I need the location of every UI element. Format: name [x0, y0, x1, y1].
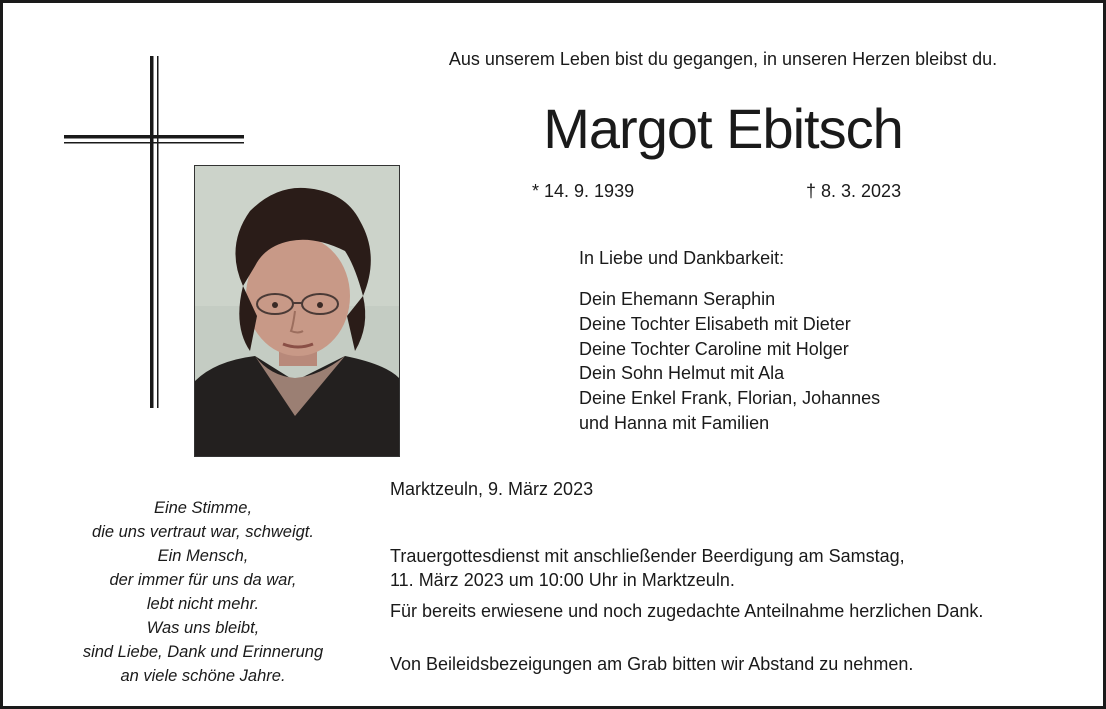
poem-line: Ein Mensch,: [157, 547, 249, 565]
poem-line: an viele schöne Jahre.: [120, 667, 286, 685]
place-date: Marktzeuln, 9. März 2023: [390, 479, 594, 499]
poem: [53, 496, 353, 688]
portrait-photo: [194, 165, 400, 457]
condolence-request: Von Beileidsbezeigungen am Grab bitten wir Abstand zu nehmen.: [390, 654, 914, 674]
mourner-line: Deine Enkel Frank, Florian, Johannes: [579, 388, 881, 409]
motto: Aus unserem Leben bist du gegangen, in unseren Herzen bleibst du.: [448, 49, 998, 69]
funeral-service: [390, 544, 1030, 592]
mourner-line: Deine Tochter Elisabeth mit Dieter: [579, 313, 851, 334]
mourner-line: Dein Sohn Helmut mit Ala: [579, 363, 785, 384]
poem-line: die uns vertraut war, schweigt.: [92, 523, 314, 541]
death-date: † 8. 3. 2023: [806, 181, 902, 201]
service-line: 11. März 2023 um 10:00 Uhr in Marktzeuln.: [390, 570, 735, 590]
mourner-line: Dein Ehemann Seraphin: [579, 289, 776, 309]
deceased-name: Margot Ebitsch: [543, 97, 903, 160]
service-line: Trauergottesdienst mit anschließender Beerdigung am Samstag,: [390, 546, 905, 566]
mourner-line: und Hanna mit Familien: [579, 412, 770, 433]
poem-line: Was uns bleibt,: [146, 619, 260, 637]
poem-line: sind Liebe, Dank und Erinnerung: [82, 643, 324, 661]
poem-line: lebt nicht mehr.: [146, 595, 260, 613]
thanks-heading: In Liebe und Dankbarkeit:: [579, 248, 785, 268]
poem-line: der immer für uns da war,: [109, 571, 297, 589]
poem-line: Eine Stimme,: [153, 499, 253, 517]
gratitude-note: Für bereits erwiesene und noch zugedachte Anteilnahme herzlichen Dank.: [390, 601, 984, 621]
mourners-list: [579, 287, 880, 436]
birth-date: * 14. 9. 1939: [532, 181, 635, 201]
mourner-line: Deine Tochter Caroline mit Holger: [579, 338, 849, 359]
